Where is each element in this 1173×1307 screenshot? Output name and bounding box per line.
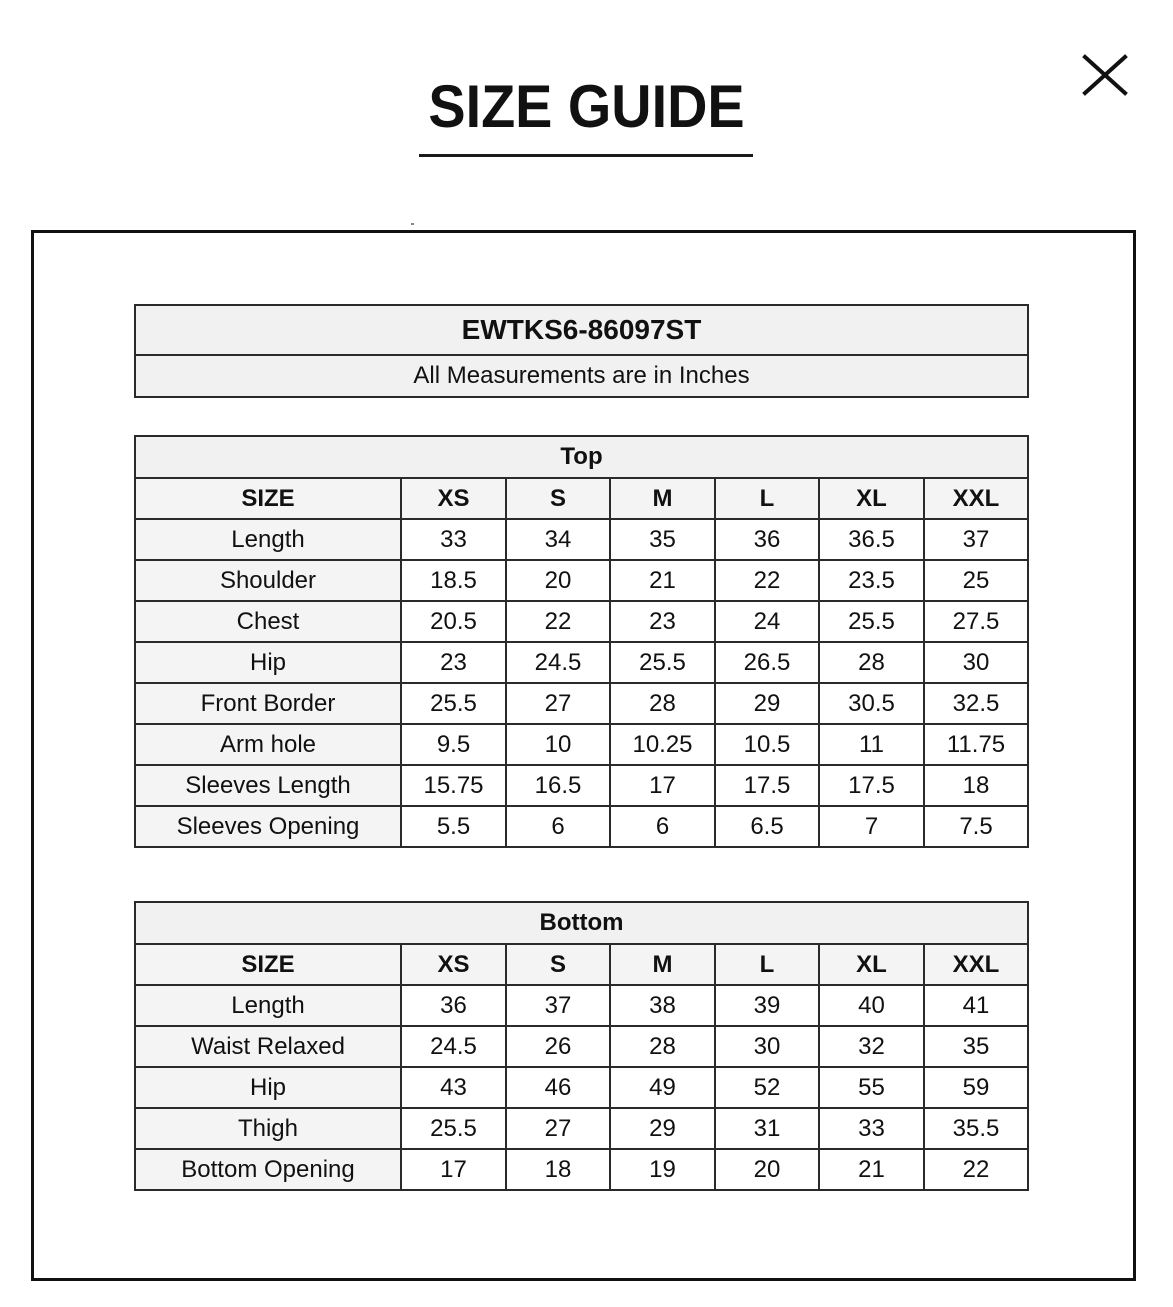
- size-header-cell: XXL: [924, 944, 1028, 985]
- row-label: Sleeves Opening: [135, 806, 401, 847]
- page-title: SIZE GUIDE: [428, 73, 745, 140]
- table-cell: 27.5: [924, 601, 1028, 642]
- table-cell: 21: [819, 1149, 924, 1190]
- size-header-label: SIZE: [135, 478, 401, 519]
- table-cell: 22: [924, 1149, 1028, 1190]
- size-header-cell: XS: [401, 478, 506, 519]
- table-cell: 10: [506, 724, 610, 765]
- table-row: [135, 724, 1028, 765]
- row-label: Length: [135, 519, 401, 560]
- row-label: Shoulder: [135, 560, 401, 601]
- table-cell: 39: [715, 985, 819, 1026]
- size-header-cell: XS: [401, 944, 506, 985]
- bottom-size-table: [134, 901, 1029, 1191]
- table-cell: 25.5: [401, 1108, 506, 1149]
- table-cell: 18.5: [401, 560, 506, 601]
- table-cell: 25.5: [610, 642, 715, 683]
- table-row: [135, 1149, 1028, 1190]
- table-cell: 24.5: [506, 642, 610, 683]
- close-icon: [1080, 52, 1128, 100]
- table-cell: 34: [506, 519, 610, 560]
- table-cell: 28: [819, 642, 924, 683]
- table-row: [135, 1067, 1028, 1108]
- measurement-note: All Measurements are in Inches: [135, 355, 1028, 397]
- table-cell: 30: [715, 1026, 819, 1067]
- table-cell: 21: [610, 560, 715, 601]
- chart-header-table: [134, 304, 1029, 398]
- table-cell: 25.5: [401, 683, 506, 724]
- table-cell: 17: [610, 765, 715, 806]
- table-cell: 46: [506, 1067, 610, 1108]
- table-cell: 18: [924, 765, 1028, 806]
- table-row: [135, 985, 1028, 1026]
- size-header-cell: XL: [819, 478, 924, 519]
- row-label: Thigh: [135, 1108, 401, 1149]
- table-cell: 19: [610, 1149, 715, 1190]
- table-cell: 24.5: [401, 1026, 506, 1067]
- size-header-cell: L: [715, 478, 819, 519]
- table-cell: 9.5: [401, 724, 506, 765]
- table-cell: 15.75: [401, 765, 506, 806]
- table-cell: 11.75: [924, 724, 1028, 765]
- table-cell: 36.5: [819, 519, 924, 560]
- table-cell: 16.5: [506, 765, 610, 806]
- product-code: EWTKS6-86097ST: [135, 305, 1028, 355]
- table-cell: 17.5: [715, 765, 819, 806]
- row-label: Bottom Opening: [135, 1149, 401, 1190]
- table-cell: 25.5: [819, 601, 924, 642]
- table-cell: 32.5: [924, 683, 1028, 724]
- table-cell: 27: [506, 683, 610, 724]
- table-row: [135, 806, 1028, 847]
- close-button[interactable]: [1080, 52, 1128, 100]
- table-cell: 27: [506, 1108, 610, 1149]
- row-label: Waist Relaxed: [135, 1026, 401, 1067]
- table-cell: 37: [506, 985, 610, 1026]
- table-cell: 6: [610, 806, 715, 847]
- table-cell: 35.5: [924, 1108, 1028, 1149]
- table-cell: 31: [715, 1108, 819, 1149]
- table-cell: 24: [715, 601, 819, 642]
- size-header-cell: S: [506, 944, 610, 985]
- table-cell: 36: [715, 519, 819, 560]
- table-cell: 33: [819, 1108, 924, 1149]
- row-label: Length: [135, 985, 401, 1026]
- table-cell: 37: [924, 519, 1028, 560]
- row-label: Hip: [135, 1067, 401, 1108]
- row-label: Chest: [135, 601, 401, 642]
- table-cell: 35: [610, 519, 715, 560]
- title-underline: [419, 154, 753, 157]
- row-label: Front Border: [135, 683, 401, 724]
- table-cell: 23: [401, 642, 506, 683]
- size-header-cell: XL: [819, 944, 924, 985]
- table-cell: 20: [506, 560, 610, 601]
- section-title: Bottom: [135, 902, 1028, 944]
- size-header-cell: XXL: [924, 478, 1028, 519]
- table-cell: 35: [924, 1026, 1028, 1067]
- size-header-cell: L: [715, 944, 819, 985]
- table-cell: 10.25: [610, 724, 715, 765]
- table-cell: 40: [819, 985, 924, 1026]
- table-cell: 29: [610, 1108, 715, 1149]
- table-row: [135, 765, 1028, 806]
- table-cell: 32: [819, 1026, 924, 1067]
- table-row: [135, 601, 1028, 642]
- size-header-cell: M: [610, 944, 715, 985]
- table-cell: 22: [715, 560, 819, 601]
- table-cell: 29: [715, 683, 819, 724]
- table-cell: 38: [610, 985, 715, 1026]
- top-size-table: [134, 435, 1029, 848]
- table-cell: 6: [506, 806, 610, 847]
- row-label: Hip: [135, 642, 401, 683]
- row-label: Sleeves Length: [135, 765, 401, 806]
- decorative-dot: [411, 223, 414, 225]
- table-cell: 11: [819, 724, 924, 765]
- table-row: [135, 642, 1028, 683]
- table-cell: 28: [610, 1026, 715, 1067]
- table-cell: 17.5: [819, 765, 924, 806]
- table-cell: 6.5: [715, 806, 819, 847]
- table-cell: 26: [506, 1026, 610, 1067]
- section-title: Top: [135, 436, 1028, 478]
- table-row: [135, 1026, 1028, 1067]
- table-cell: 49: [610, 1067, 715, 1108]
- table-cell: 20.5: [401, 601, 506, 642]
- table-cell: 41: [924, 985, 1028, 1026]
- table-row: [135, 683, 1028, 724]
- table-cell: 10.5: [715, 724, 819, 765]
- table-cell: 17: [401, 1149, 506, 1190]
- table-cell: 26.5: [715, 642, 819, 683]
- table-row: [135, 1108, 1028, 1149]
- table-cell: 20: [715, 1149, 819, 1190]
- table-row: [135, 560, 1028, 601]
- table-cell: 18: [506, 1149, 610, 1190]
- table-cell: 59: [924, 1067, 1028, 1108]
- table-cell: 23.5: [819, 560, 924, 601]
- table-cell: 30: [924, 642, 1028, 683]
- table-cell: 7: [819, 806, 924, 847]
- table-cell: 33: [401, 519, 506, 560]
- table-row: [135, 519, 1028, 560]
- table-cell: 7.5: [924, 806, 1028, 847]
- size-header-cell: M: [610, 478, 715, 519]
- table-cell: 5.5: [401, 806, 506, 847]
- table-cell: 36: [401, 985, 506, 1026]
- size-header-label: SIZE: [135, 944, 401, 985]
- table-cell: 22: [506, 601, 610, 642]
- table-cell: 30.5: [819, 683, 924, 724]
- table-cell: 52: [715, 1067, 819, 1108]
- table-cell: 55: [819, 1067, 924, 1108]
- table-cell: 25: [924, 560, 1028, 601]
- table-cell: 43: [401, 1067, 506, 1108]
- row-label: Arm hole: [135, 724, 401, 765]
- table-cell: 28: [610, 683, 715, 724]
- table-cell: 23: [610, 601, 715, 642]
- size-header-cell: S: [506, 478, 610, 519]
